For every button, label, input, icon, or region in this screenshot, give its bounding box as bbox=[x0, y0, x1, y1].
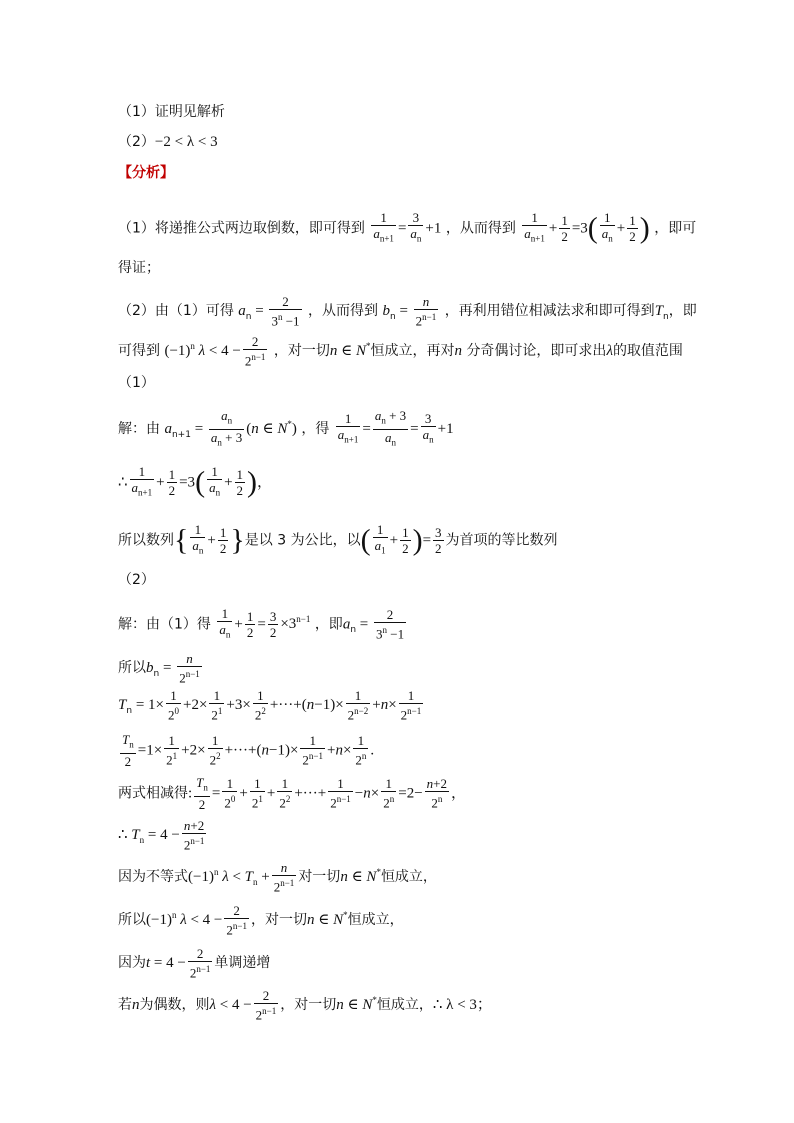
solution2-line-2: 所以$b_n$ = $\frac{n}{2^{n-1}}$ bbox=[118, 651, 200, 686]
formula: $\frac{2}{3^n -1}$ bbox=[271, 294, 300, 329]
solution-text: 两式相减得 bbox=[118, 785, 188, 802]
analysis-line-3: （2）由（1）可得 $a_n$ = $\frac{2}{3^n -1}$ ，从而得到 $b_n$ = $\frac{n}{2^{n-1}}$ ，再利用错位相减法求和即可得到$T_n$，即 bbox=[118, 294, 697, 329]
solution-text: 对一切 bbox=[298, 869, 341, 886]
analysis-text: ，即 bbox=[668, 303, 697, 320]
solution-text: ，即 bbox=[314, 616, 343, 633]
formula: $\frac{3}{a_n}$ bbox=[410, 210, 422, 244]
formula: $\frac{3}{a_n}$ bbox=[422, 410, 434, 445]
analysis-text: ，对一切 bbox=[273, 343, 330, 360]
solution2-line-10: 若n为偶数，则λ < 4 − $\frac{2}{2^{n-1}}$ ，对一切n ∈ N*恒成立，∴ λ < 3； bbox=[118, 988, 492, 1023]
solution2-line-9: 因为t = 4 − $\frac{2}{2^{n-1}}$ 单调递增 bbox=[118, 946, 271, 981]
formula: $\frac{a_n + 3}{a_n}$ bbox=[374, 408, 407, 448]
formula: $\frac{n}{2^{n-1}}$ bbox=[179, 651, 200, 686]
analysis-text: 的取值范围 bbox=[612, 343, 683, 360]
solution-text: 所以 bbox=[118, 912, 146, 929]
analysis-text: （1）将递推公式两边取倒数，即可得到 bbox=[118, 220, 365, 237]
solution-text: 恒成立， bbox=[380, 869, 437, 886]
analysis-heading: 【分析】 bbox=[118, 165, 174, 181]
formula: $\frac{1}{a_{n+1}}$ bbox=[524, 210, 545, 244]
analysis-line-1: （1）将递推公式两边取倒数，即可得到 $\frac{1}{a_{n+1}}$ = $\frac{3}{a_n}$ +1 ，从而得到 $\frac{1}{a_{n+1}}$ + $\frac{1}{2}$ =3( $\frac{1}{a_n}$ + $\frac{1}{2}$ ) ，即可 bbox=[118, 210, 696, 247]
solution1-line-3: 所以数列{ $\frac{1}{a_n}$ + $\frac{1}{2}$ }是以 3 为公比，以( $\frac{1}{a_1}$ + $\frac{1}{2}$ )= $\frac{3}{2}$ 为首项的等比数列 bbox=[118, 522, 558, 559]
solution-text: 单调递增 bbox=[214, 955, 271, 972]
solution-text: 解：由（1）得 bbox=[118, 616, 211, 633]
solution-text: 因为 bbox=[118, 955, 146, 972]
analysis-text: （2）由（1）可得 bbox=[118, 303, 234, 320]
solution-text: 因为不等式 bbox=[118, 869, 188, 886]
formula: $\frac{2}{3^n -1}$ bbox=[376, 607, 405, 642]
analysis-text: ，从而得到 bbox=[445, 220, 516, 237]
analysis-line-2: 得证； bbox=[118, 260, 160, 276]
solution2-line-8: 所以$(-1)^n$ λ < 4 − $\frac{2}{2^{n-1}}$ ，对一切n ∈ N*恒成立， bbox=[118, 903, 404, 938]
solution-text: 所以数列 bbox=[118, 532, 174, 549]
solution-text: 若 bbox=[118, 997, 132, 1014]
solution-text: 恒成立， bbox=[376, 997, 433, 1014]
answer-part2-label: （2） bbox=[118, 134, 155, 150]
solution2-label: （2） bbox=[118, 572, 155, 588]
solution2-line-7: 因为不等式$(-1)^n$ $\lambda < T_n$ + $\frac{n}{2^{n-1}}$ 对一切n ∈ N*恒成立， bbox=[118, 860, 437, 895]
analysis-text: ，即可 bbox=[654, 220, 697, 237]
therefore-symbol: ∴ bbox=[118, 474, 128, 491]
solution-text: 是以 3 为公比，以 bbox=[244, 532, 361, 549]
solution-conclusion: ∴ λ < 3； bbox=[432, 997, 492, 1014]
solution1-label: （1） bbox=[118, 375, 155, 391]
solution1-line-2: ∴ $\frac{1}{a_{n+1}}$ + $\frac{1}{2}$ =3( $\frac{1}{a_n}$ + $\frac{1}{2}$ )， bbox=[118, 464, 272, 501]
formula: $\frac{n}{2^{n-1}}$ bbox=[415, 294, 437, 329]
solution-text: 为偶数，则 bbox=[139, 997, 210, 1014]
formula: $\frac{2}{2^{n-1}}$ bbox=[244, 334, 266, 369]
formula: $\frac{1}{a_1}$ bbox=[374, 522, 386, 556]
solution-text: ，得 bbox=[301, 421, 330, 438]
analysis-line-4: 可得到 $(-1)^n$ λ < 4 − $\frac{2}{2^{n-1}}$ ，对一切n ∈ N*恒成立，再对n 分奇偶讨论，即可求出λ的取值范围 bbox=[118, 334, 683, 369]
formula: $\frac{a_n}{a_n + 3}$ bbox=[210, 408, 243, 448]
solution-text: 恒成立， bbox=[347, 912, 404, 929]
answer-part2-expr: −2 < λ < 3 bbox=[154, 134, 218, 150]
analysis-text: ，再利用错位相减法求和即可得到 bbox=[444, 303, 655, 320]
formula: $\frac{1}{a_{n+1}}$ bbox=[337, 410, 359, 445]
analysis-text: 可得到 bbox=[118, 343, 160, 360]
solution-text: ，对一切 bbox=[280, 997, 337, 1014]
analysis-text: ，从而得到 bbox=[308, 303, 379, 320]
solution2-line-6: ∴ $T_n = 4$ − $\frac{n+2}{2^{n-1}}$ bbox=[118, 818, 205, 853]
solution2-line-5: 两式相减得: $\frac{T_n}{2}$ = $\frac{1}{2^0}$ + $\frac{1}{2^1}$ + $\frac{1}{2^2}$ +···+ $\frac{1}{2^{n-1}}$ −n× $\frac{1}{2^n}$ =2− $\frac{n+2}{2^n}$ ， bbox=[118, 775, 467, 812]
formula: $\frac{1}{a_{n+1}}$ bbox=[373, 210, 394, 244]
solution-text: 解：由 bbox=[118, 421, 160, 438]
analysis-text: 恒成立，再对 bbox=[370, 343, 455, 360]
formula: $\frac{1}{a_n}$ bbox=[219, 606, 231, 640]
solution-text: 为首项的等比数列 bbox=[445, 532, 558, 549]
answer-part1: （1）证明见解析 bbox=[118, 104, 225, 120]
solution2-line-3: $T_n = 1\times$ $\frac{1}{2^0}$ +2× $\frac{1}{2^1}$ +3× $\frac{1}{2^2}$ +···+(n−1)× $\frac{1}{2^{n-2}}$ +n× $\frac{1}{2^{n-1}}$ bbox=[118, 688, 422, 723]
solution1-line-1: 解：由 $a_{n+1}$ = $\frac{a_n}{a_n + 3}$ (n ∈ N*) ，得 $\frac{1}{a_{n+1}}$ = $\frac{a_n + 3}{a_n}$ = $\frac{3}{a_n}$ +1 bbox=[118, 408, 454, 450]
solution2-line-4: $\frac{T_n}{2}$ =1× $\frac{1}{2^1}$ +2× $\frac{1}{2^2}$ +···+(n−1)× $\frac{1}{2^{n-1}}$ +n× $\frac{1}{2^n}$ . bbox=[122, 732, 375, 769]
answer-part2 bbox=[118, 132, 218, 152]
solution-text: 所以 bbox=[118, 660, 146, 677]
formula: $\frac{1}{a_{n+1}}$ bbox=[131, 464, 153, 498]
formula: $\frac{1}{a_n}$ bbox=[192, 522, 204, 556]
analysis-text: 分奇偶讨论，即可求出 bbox=[466, 343, 607, 360]
solution2-line-1: 解：由（1）得 $\frac{1}{a_n}$ + $\frac{1}{2}$ = $\frac{3}{2}$ $\times 3^{n-1}$ ，即$a_n$ = $\frac{2}{3^n -1}$ bbox=[118, 606, 405, 642]
solution-text: ，对一切 bbox=[250, 912, 307, 929]
